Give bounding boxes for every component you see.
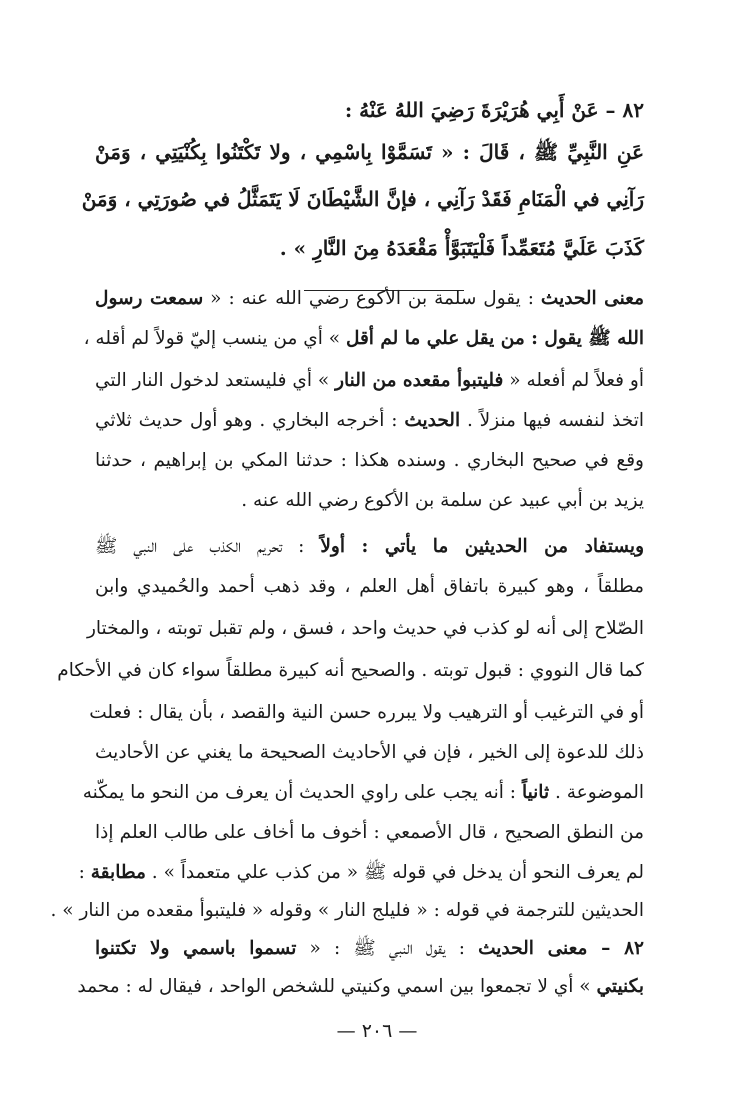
commentary-line: أو في الترغيب أو الترهيب ولا يبرره حسن النية والقصد ، بأن يقال : فعلت	[89, 702, 644, 723]
commentary-line: الموضوعة . ثانياً : أنه يجب على راوي الحديث أن يعرف من النحو ما يمكّنه	[82, 782, 644, 803]
commentary-line: الصّلاح إلى أنه لو كذب في حديث واحد ، فسق ، ولم تقبل توبته ، والمختار	[86, 618, 644, 639]
commentary-line: ويستفاد من الحديثين ما يأتي : أولاً : تحريم الكذب على النبي ﷺ	[95, 536, 644, 557]
page-number: — ٢٠٦ —	[336, 1020, 418, 1042]
commentary-line: من النطق الصحيح ، قال الأصمعي : أخوف ما أخاف على طالب العلم إذا	[95, 822, 644, 843]
hadith-line: كَذَبَ عَلَيَّ مُتَعَمِّداً فَلْيَتَبَوَّأْ مَقْعَدَهُ مِنَ النَّارِ » .	[279, 236, 644, 260]
commentary-line: ٨٢ – معنى الحديث : يقول النبي ﷺ : « تسموا باسمي ولا تكتنوا	[95, 938, 644, 959]
commentary-line: يزيد بن أبي عبيد عن سلمة بن الأكوع رضي الله عنه .	[241, 490, 644, 511]
commentary-line: بكنيتي » أي لا تجمعوا بين اسمي وكنيتي للشخص الواحد ، فيقال له : محمد	[77, 976, 644, 997]
commentary-line: معنى الحديث : يقول سلمة بن الأكوع رضي الله عنه : « سمعت رسول	[95, 288, 644, 309]
commentary-line: مطلقاً ، وهو كبيرة باتفاق أهل العلم ، وقد ذهب أحمد والحُميدي وابن	[95, 576, 644, 597]
commentary-line: ذلك للدعوة إلى الخير ، فإن في الأحاديث الصحيحة ما يغني عن الأحاديث	[95, 742, 644, 763]
commentary-line: الحديثين للترجمة في قوله : « فليلج النار » وقوله « فليتبوأ مقعده من النار » .	[50, 900, 644, 921]
hadith-line: عَنِ النَّبِيِّ ﷺ ، قَالَ : « تَسَمَّوْا بِاسْمِي ، ولا تَكْتَنُوا بِكُنْيَتِي ، وَمَنْ	[95, 140, 644, 164]
commentary-line: أو فعلاً لم أفعله « فليتبوأ مقعده من النار » أي فليستعد لدخول النار التي	[95, 370, 644, 391]
commentary-line: كما قال النووي : قبول توبته . والصحيح أنه كبيرة مطلقاً سواء كان في الأحكام	[57, 660, 644, 681]
hadith-heading: ٨٢ – عَنْ أَبِي هُرَيْرَةَ رَضِيَ اللهُ عَنْهُ :	[344, 98, 644, 122]
hadith-line: رَآنِي في الْمَنَامِ فَقَدْ رَآنِي ، فإنَّ الشَّيْطَانَ لَا يَتَمَثَّلُ في صُورَتِي ، وَمَنْ	[81, 187, 644, 211]
commentary-line: الله ﷺ يقول : من يقل علي ما لم أقل » أي من ينسب إليّ قولاً لم أقله ،	[83, 328, 644, 349]
commentary-line: اتخذ لنفسه فيها منزلاً . الحديث : أخرجه البخاري . وهو أول حديث ثلاثي	[95, 410, 644, 431]
commentary-line: لم يعرف النحو أن يدخل في قوله ﷺ « من كذب علي متعمداً » . مطابقة :	[78, 862, 644, 883]
commentary-line: وقع في صحيح البخاري . وسنده هكذا : حدثنا المكي بن إبراهيم ، حدثنا	[95, 450, 644, 471]
